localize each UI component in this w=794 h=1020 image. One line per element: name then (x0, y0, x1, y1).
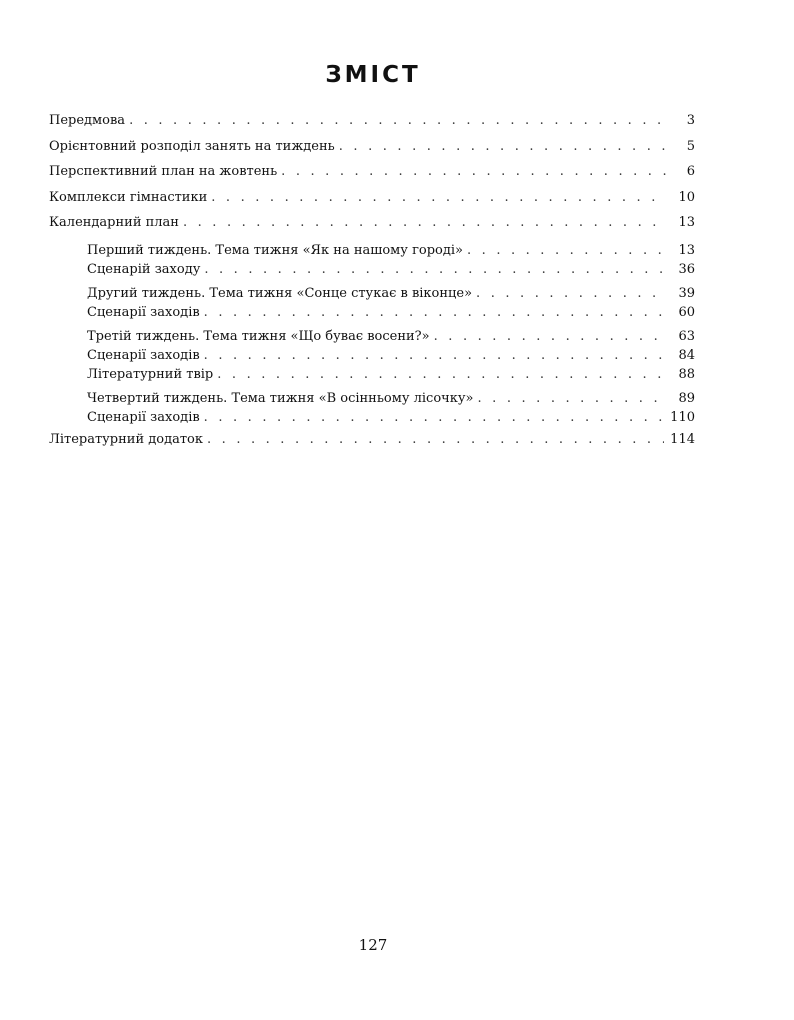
toc-dot-leader (476, 284, 667, 303)
toc-entry-page: 60 (678, 304, 695, 320)
toc-entry-label: Передмова (49, 113, 126, 128)
toc-dot-leader (217, 365, 667, 384)
toc-dot-leader (204, 260, 667, 279)
toc-entry-page: 13 (678, 242, 695, 258)
toc-entry-literary-appendix (49, 427, 695, 453)
page-number: 127 (358, 936, 388, 954)
toc-entry-weekly-schedule (49, 134, 695, 160)
toc-entry-label: Третій тиждень. Тема тижня «Що буває восени?» (87, 328, 430, 344)
toc-entry-page: 3 (686, 113, 695, 128)
toc-entry-label: Перспективний план на жовтень (49, 164, 278, 179)
toc-dot-leader (207, 427, 664, 453)
toc-dot-leader (467, 241, 667, 260)
toc-dot-leader (339, 134, 667, 160)
toc-entry-week-4 (49, 389, 695, 408)
toc-entry-week-3-scenarios (49, 346, 695, 365)
toc-entry-label: Сценарій заходу (87, 261, 201, 277)
toc-entry-page: 39 (678, 285, 695, 301)
toc-entry-label: Літературний твір (87, 366, 214, 382)
toc-entry-label: Літературний додаток (49, 431, 203, 447)
toc-dot-leader (434, 327, 667, 346)
toc-entry-label: Комплекси гімнастики (49, 189, 208, 205)
toc-entry-week-2-scenarios (49, 303, 695, 322)
toc-entry-page: 36 (678, 261, 695, 277)
toc-dot-leader (129, 108, 667, 134)
toc-entry-label: Перший тиждень. Тема тижня «Як на нашому городі» (87, 242, 463, 258)
toc-entry-october-plan (49, 159, 695, 185)
toc-entry-page: 13 (678, 215, 695, 230)
toc-entry-page: 88 (678, 366, 695, 382)
toc-entry-label: Четвертий тиждень. Тема тижня «В осінньому лісочку» (87, 390, 474, 406)
toc-entry-page: 63 (678, 328, 695, 344)
toc-dot-leader (204, 303, 667, 322)
toc-entry-week-1 (49, 241, 695, 260)
toc-entry-label: Сценарії заходів (87, 347, 200, 363)
toc-entry-label: Орієнтовний розподіл занять на тиждень (49, 138, 335, 154)
toc-entry-page: 89 (678, 390, 695, 406)
toc-entry-label: Сценарії заходів (87, 304, 200, 320)
toc-dot-leader (478, 389, 668, 408)
toc-entry-label: Календарний план (49, 215, 179, 230)
toc-dot-leader (211, 185, 667, 211)
toc-entry-calendar-plan (49, 210, 695, 236)
toc-dot-leader (183, 210, 667, 236)
toc-entry-page: 10 (678, 189, 695, 205)
toc-dot-leader (281, 159, 667, 185)
toc-entry-label: Другий тиждень. Тема тижня «Сонце стукає в віконце» (87, 285, 473, 301)
toc-entry-week-4-scenarios (49, 408, 695, 427)
toc-entry-gymnastics (49, 185, 695, 211)
toc-entry-week-3 (49, 327, 695, 346)
toc-dot-leader (204, 346, 667, 365)
toc-dot-leader (204, 408, 665, 427)
toc-entry-week-1-scenario (49, 260, 695, 279)
toc-entry-page: 6 (686, 164, 695, 179)
toc-entry-page: 110 (670, 409, 695, 425)
toc-entry-page: 84 (678, 347, 695, 363)
toc-entry-foreword (49, 108, 695, 134)
toc-entry-page: 114 (670, 431, 695, 447)
toc-entry-page: 5 (686, 138, 695, 154)
toc-entry-label: Сценарії заходів (87, 409, 200, 425)
page-title: ЗМІСТ (325, 62, 421, 88)
toc-entry-week-3-literary-work (49, 365, 695, 384)
table-of-contents (49, 108, 695, 452)
toc-entry-week-2 (49, 284, 695, 303)
